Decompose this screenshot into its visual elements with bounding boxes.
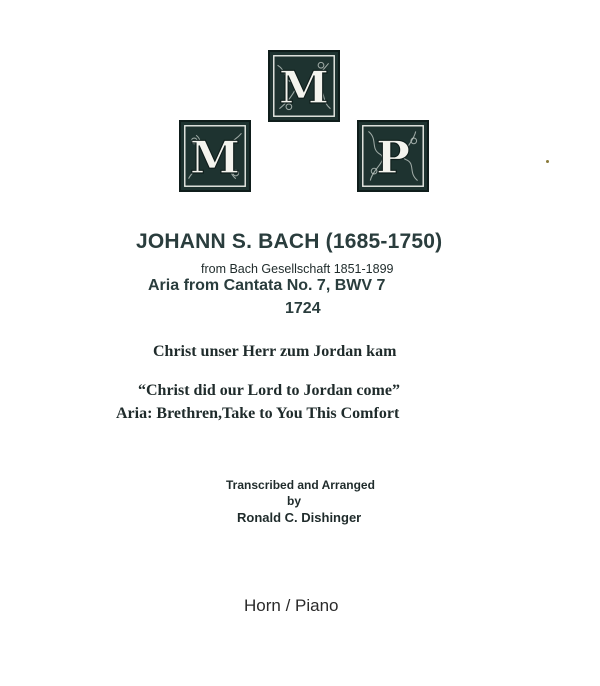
aria-title: Aria: Brethren,Take to You This Comfort (116, 405, 400, 422)
logo-letter: P (375, 130, 411, 184)
credit-by: by (287, 494, 302, 508)
composition-year: 1724 (285, 300, 321, 317)
logo-m-center (268, 50, 340, 122)
ornament-icon (181, 122, 249, 190)
logo-letter: M (189, 130, 241, 184)
composer-title: JOHANN S. BACH (1685-1750) (136, 230, 443, 253)
english-title: “Christ did our Lord to Jordan come” (138, 382, 400, 399)
source-edition: from Bach Gesellschaft 1851-1899 (201, 262, 394, 276)
logo-p-right (357, 120, 429, 192)
credit-label: Transcribed and Arranged (226, 478, 375, 492)
logo-letter: M (278, 60, 330, 114)
arranger-name: Ronald C. Dishinger (237, 510, 362, 525)
ornament-icon (270, 52, 338, 120)
logo-m-left (179, 120, 251, 192)
instrumentation: Horn / Piano (244, 596, 339, 615)
ornament-icon (359, 122, 427, 190)
german-title: Christ unser Herr zum Jordan kam (153, 343, 397, 360)
print-speck (546, 160, 549, 163)
work-title: Aria from Cantata No. 7, BWV 7 (148, 277, 386, 294)
